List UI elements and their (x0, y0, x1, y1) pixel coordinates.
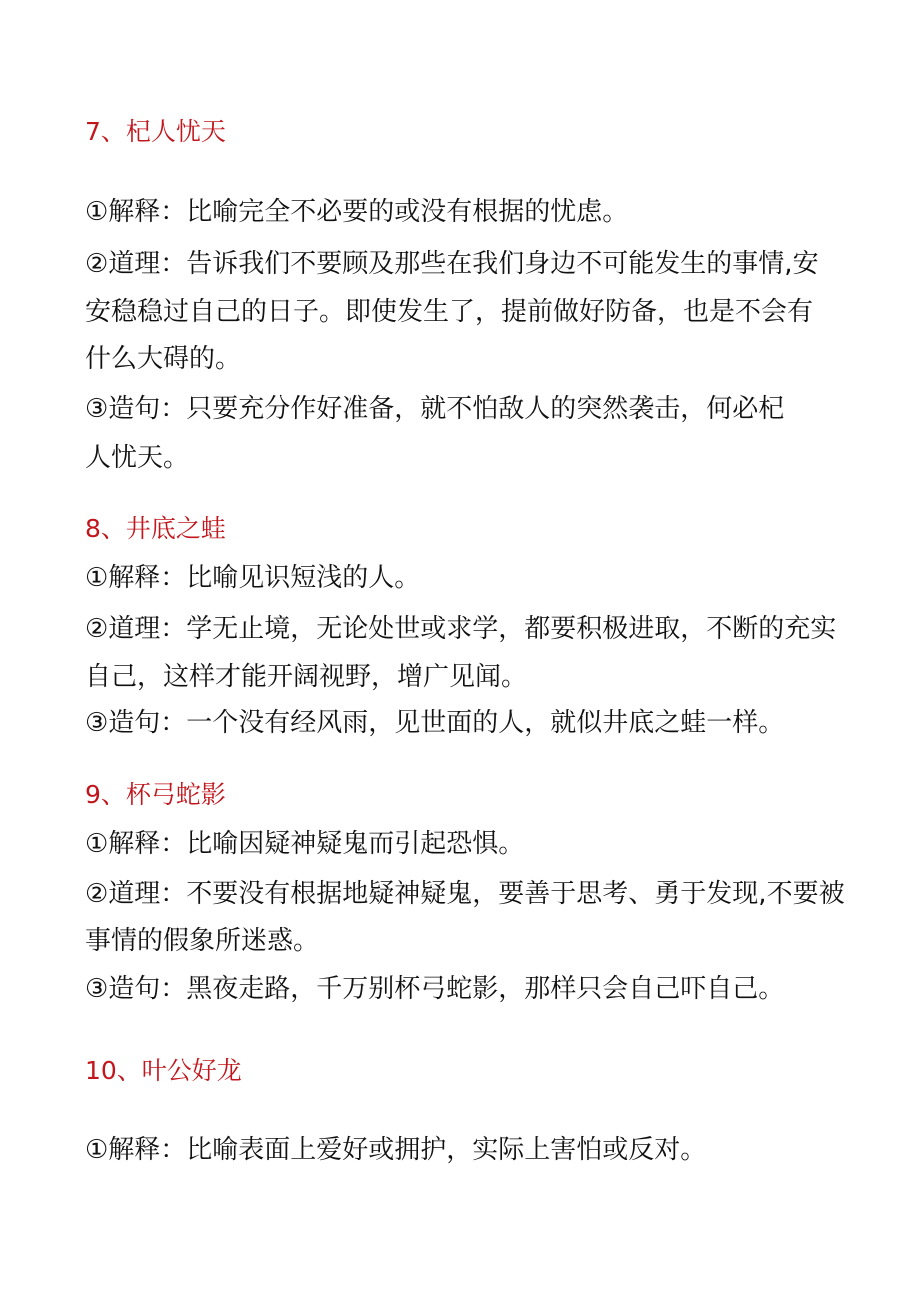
explanation-line: ①解释：比喻因疑神疑鬼而引起恐惧。 (85, 829, 525, 859)
explanation-line: ①解释：比喻表面上爱好或拥护，实际上害怕或反对。 (85, 1135, 707, 1165)
example-line: ③造句：一个没有经风雨，见世面的人，就似井底之蛙一样。 (85, 708, 785, 738)
example-line: ③造句：只要充分作好准备，就不怕敌人的突然袭击，何必杞 (85, 394, 785, 424)
example-line: ③造句：黑夜走路，千万别杯弓蛇影，那样只会自己吓自己。 (85, 974, 785, 1004)
idiom-heading: 8、井底之蛙 (85, 514, 226, 543)
idiom-heading: 9、杯弓蛇影 (85, 780, 226, 809)
reason-line: 自己，这样才能开阔视野，增广见闻。 (85, 662, 528, 692)
idiom-heading: 10、叶公好龙 (85, 1056, 242, 1085)
reason-line: 事情的假象所迷惑。 (85, 926, 320, 956)
example-line: 人忧天。 (85, 443, 190, 473)
reason-line: ②道理：不要没有根据地疑神疑鬼，要善于思考、勇于发现,不要被 (85, 879, 845, 909)
reason-line: 安稳稳过自己的日子。即使发生了，提前做好防备，也是不会有 (85, 297, 814, 327)
idiom-heading: 7、杞人忧天 (85, 117, 226, 146)
reason-line: ②道理：告诉我们不要顾及那些在我们身边不可能发生的事情,安 (85, 249, 819, 279)
explanation-line: ①解释：比喻见识短浅的人。 (85, 563, 421, 593)
explanation-line: ①解释：比喻完全不必要的或没有根据的忧虑。 (85, 197, 629, 227)
reason-line: 什么大碍的。 (85, 344, 242, 374)
reason-line: ②道理：学无止境，无论处世或求学，都要积极进取，不断的充实 (85, 614, 837, 644)
